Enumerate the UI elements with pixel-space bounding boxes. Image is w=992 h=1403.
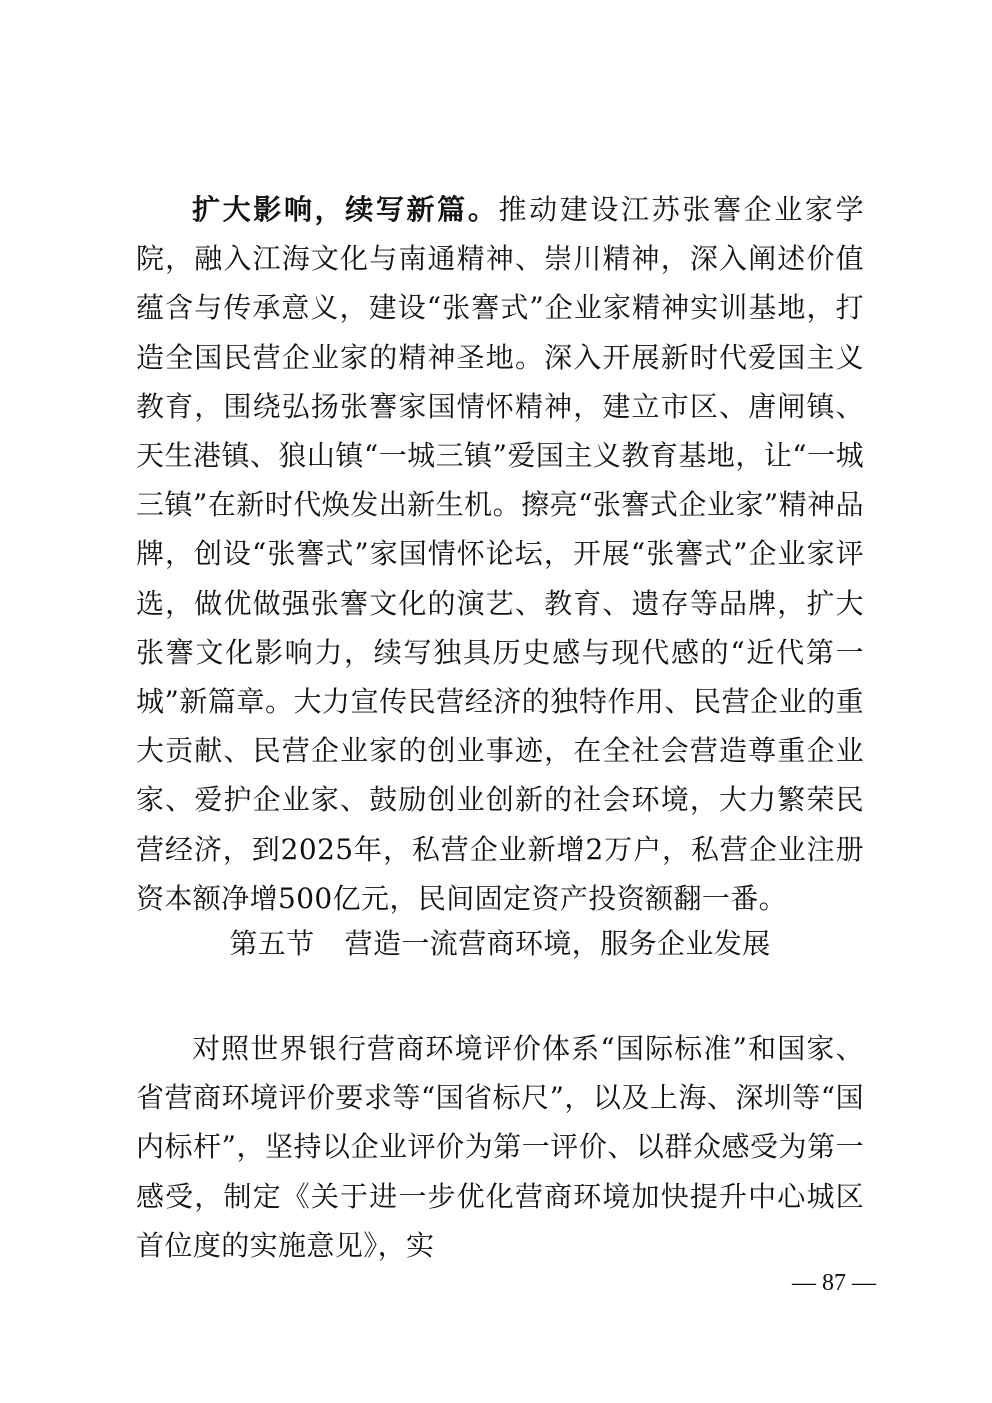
paragraph-2-text: 对照世界银行营商环境评价体系“国际标准”和国家、省营商环境评价要求等“国省标尺”，以及上海、深圳等“国内标杆”，坚持以企业评价为第一评价、以群众感受为第一感受，制定《关于进一步优化营商环境加快提升中心城区首位度的实施意见》，实 (136, 1032, 864, 1262)
paragraph-1-text: 推动建设江苏张謇企业家学院，融入江海文化与南通精神、崇川精神，深入阐述价值蕴含与传承意义，建设“张謇式”企业家精神实训基地，打造全国民营企业家的精神圣地。深入开展新时代爱国主义教育，围绕弘扬张謇家国情怀精神，建立市区、唐闸镇、天生港镇、狼山镇“一城三镇”爱国主义教育基地，让“一城三镇”在新时代焕发出新生机。擦亮“张謇式企业家”精神品牌，创设“张謇式”家国情怀论坛，开展“张謇式”企业家评选，做优做强张謇文化的演艺、教育、遗存等品牌，扩大张謇文化影响力，续写独具历史感与现代感的“近代第一城”新篇章。大力宣传民营经济的独特作用、民营企业的重大贡献、民营企业家的创业事迹，在全社会营造尊重企业家、爱护企业家、鼓励创业创新的社会环境，大力繁荣民营经济，到2025年，私营企业新增2万户，私营企业注册资本额净增500亿元，民间固定资产投资额翻一番。 (136, 193, 864, 915)
section-heading (136, 924, 864, 964)
paragraph-lead-heading: 扩大影响，续写新篇。 (192, 193, 499, 226)
body-paragraph-2 (136, 1024, 864, 1270)
page-number: — 87 — (792, 1270, 876, 1296)
section-title: 营造一流营商环境，服务企业发展 (344, 927, 771, 960)
section-number: 第五节 (229, 927, 315, 960)
body-paragraph-1 (136, 185, 864, 923)
